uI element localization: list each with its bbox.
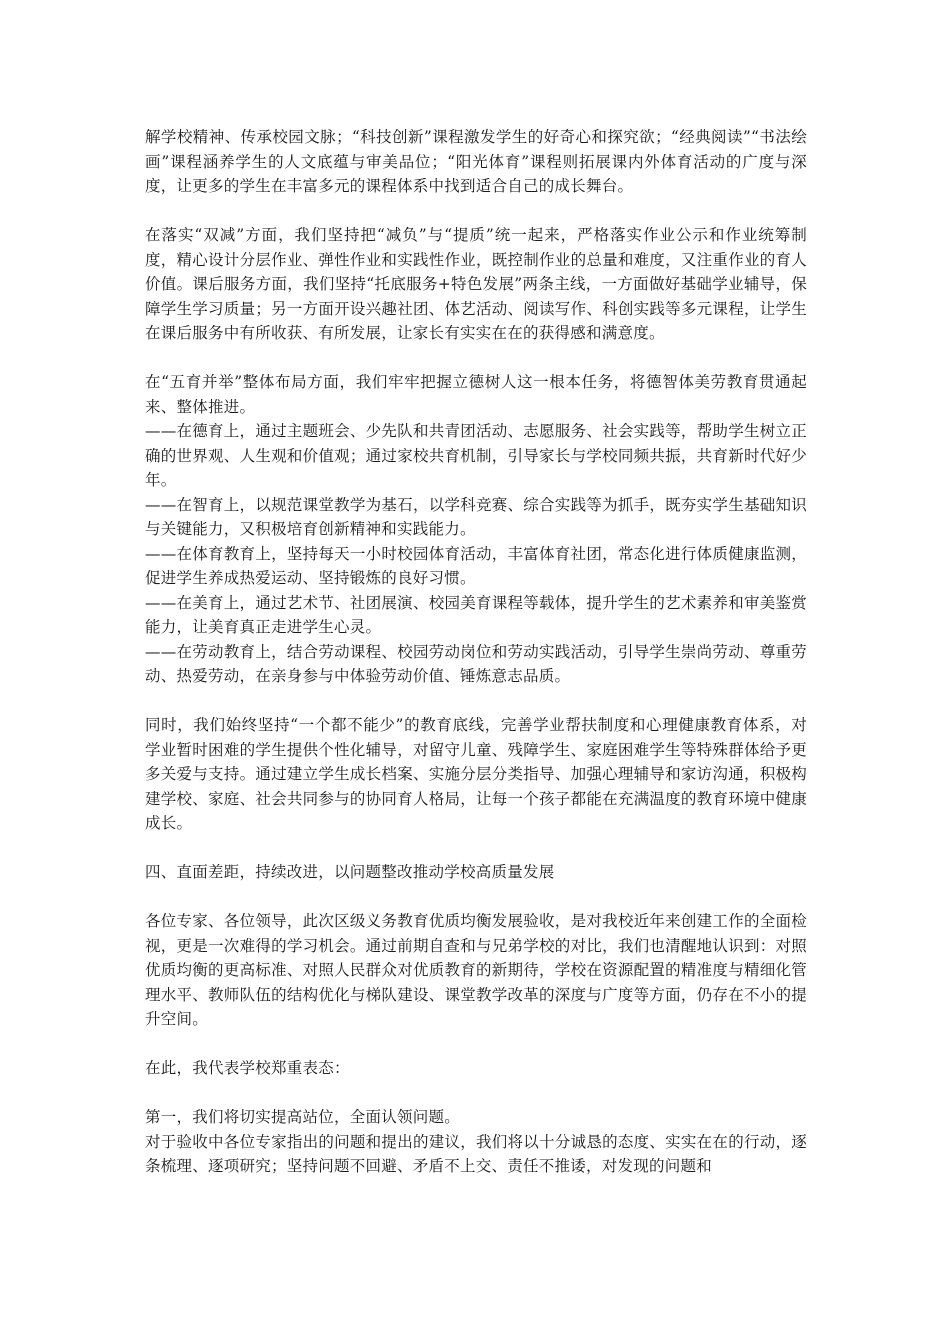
paragraph: 在“五育并举”整体布局方面，我们牢牢把握立德树人这一根本任务，将德智体美劳教育贯通起来、整体推进。: [145, 373, 807, 416]
section-heading: 四、直面差距，持续改进，以问题整改推动学校高质量发展: [145, 863, 555, 881]
list-item: ——在劳动教育上，结合劳动课程、校园劳动岗位和劳动实践活动，引导学生崇尚劳动、尊重劳动、热爱劳动，在亲身参与中体验劳动价值、锤炼意志品质。: [145, 642, 807, 685]
paragraph: 解学校精神、传承校园文脉；“科技创新”课程激发学生的好奇心和探究欲；“经典阅读”“书法绘画”课程涵养学生的人文底蕴与审美品位；“阳光体育”课程则拓展课内外体育活动的广度与深度，让更多的学生在丰富多元的课程体系中找到适合自己的成长舞台。: [145, 128, 807, 195]
paragraph: 各位专家、各位领导，此次区级义务教育优质均衡发展验收，是对我校近年来创建工作的全面检视，更是一次难得的学习机会。通过前期自查和与兄弟学校的对比，我们也清醒地认识到：对照优质均衡的更高标准、对照人民群众对优质教育的新期待，学校在资源配置的精准度与精细化管理水平、教师队伍的结构优化与梯队建设、课堂教学改革的深度与广度等方面，仍存在不小的提升空间。: [145, 912, 807, 1028]
list-item: ——在德育上，通过主题班会、少先队和共青团活动、志愿服务、社会实践等，帮助学生树立正确的世界观、人生观和价值观；通过家校共育机制，引导家长与学校同频共振，共育新时代好少年。: [145, 422, 807, 489]
paragraph: 同时，我们始终坚持“一个都不能少”的教育底线，完善学业帮扶制度和心理健康教育体系，对学业暂时困难的学生提供个性化辅导，对留守儿童、残障学生、家庭困难学生等特殊群体给予更多关爱与支持。通过建立学生成长档案、实施分层分类指导、加强心理辅导和家访沟通，积极构建学校、家庭、社会共同参与的协同育人格局，让每一个孩子都能在充满温度的教育环境中健康成长。: [145, 716, 807, 832]
list-item: ——在体育教育上，坚持每天一小时校园体育活动，丰富体育社团，常态化进行体质健康监测，促进学生养成热爱运动、坚持锻炼的良好习惯。: [145, 544, 807, 587]
paragraph: 第一，我们将切实提高站位，全面认领问题。: [145, 1108, 461, 1126]
document-body: [145, 125, 807, 1179]
paragraph-gap: [145, 1081, 807, 1106]
paragraph: 在落实“双减”方面，我们坚持把“减负”与“提质”统一起来，严格落实作业公示和作业统筹制度，精心设计分层作业、弹性作业和实践性作业，既控制作业的总量和难度，又注重作业的育人价值。课后服务方面，我们坚持“托底服务+特色发展”两条主线，一方面做好基础学业辅导，保障学生学习质量；另一方面开设兴趣社团、体艺活动、阅读写作、科创实践等多元课程，让学生在课后服务中有所收获、有所发展，让家长有实实在在的获得感和满意度。: [145, 226, 807, 342]
paragraph-gap: [145, 689, 807, 714]
paragraph: 对于验收中各位专家指出的问题和提出的建议，我们将以十分诚恳的态度、实实在在的行动，逐条梳理、逐项研究；坚持问题不回避、矛盾不上交、责任不推诿，对发现的问题和: [145, 1132, 807, 1175]
list-item: ——在智育上，以规范课堂教学为基石，以学科竞赛、综合实践等为抓手，既夯实学生基础知识与关键能力，又积极培育创新精神和实践能力。: [145, 495, 807, 538]
paragraph-gap: [145, 1032, 807, 1057]
paragraph-gap: [145, 346, 807, 371]
paragraph-gap: [145, 885, 807, 910]
list-item: ——在美育上，通过艺术节、社团展演、校园美育课程等载体，提升学生的艺术素养和审美鉴赏能力，让美育真正走进学生心灵。: [145, 593, 807, 636]
paragraph-gap: [145, 836, 807, 861]
paragraph: 在此，我代表学校郑重表态：: [145, 1059, 350, 1077]
paragraph-gap: [145, 199, 807, 224]
